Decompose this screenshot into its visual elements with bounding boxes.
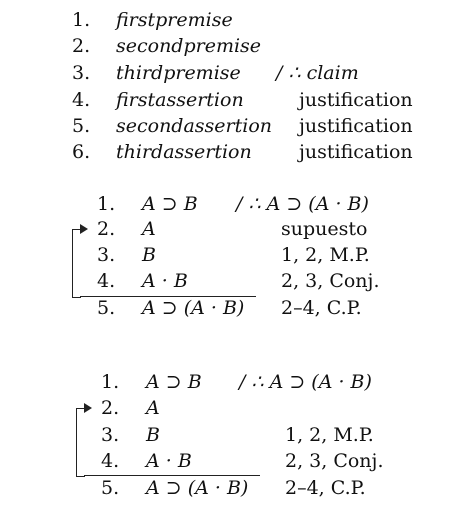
justification: justification (299, 89, 413, 111)
formula: A · B (146, 450, 192, 472)
conclusion-claim: / ∴ A ⊃ (A · B) (239, 371, 372, 393)
justification: 2, 3, Conj. (285, 450, 384, 472)
justification: 2, 3, Conj. (281, 270, 380, 292)
line-number: 2. (72, 35, 91, 57)
formula: A ⊃ B (146, 371, 202, 393)
justification: 1, 2, M.P. (281, 244, 370, 266)
formula: B (142, 244, 156, 266)
line-number: 4. (101, 450, 120, 472)
conditional-proof-bracket (72, 229, 81, 298)
line-number: 1. (72, 9, 91, 31)
formula: A (146, 397, 160, 419)
justification: supuesto (281, 218, 368, 240)
subproof-underline (84, 475, 260, 476)
line-number: 4. (97, 270, 116, 292)
line-number: 3. (72, 62, 91, 84)
line-number: 1. (101, 371, 120, 393)
assertion-formula: secondassertion (116, 115, 273, 137)
conclusion-claim: / ∴ claim (276, 62, 359, 84)
line-number: 4. (72, 89, 91, 111)
line-number: 5. (97, 297, 116, 319)
arrow-right-icon (80, 224, 88, 234)
formula: B (146, 424, 160, 446)
assertion-formula: thirdassertion (116, 141, 252, 163)
formula: A ⊃ (A · B) (146, 477, 249, 499)
line-number: 2. (101, 397, 120, 419)
conclusion-claim: / ∴ A ⊃ (A · B) (236, 193, 369, 215)
formula: A (142, 218, 156, 240)
arrow-right-icon (84, 403, 92, 413)
formula: A · B (142, 270, 188, 292)
line-number: 6. (72, 141, 91, 163)
conditional-proof-bracket (76, 408, 85, 477)
premise-formula: thirdpremise (116, 62, 241, 84)
line-number: 5. (72, 115, 91, 137)
justification: justification (299, 141, 413, 163)
premise-formula: secondpremise (116, 35, 262, 57)
line-number: 1. (97, 193, 116, 215)
justification: justification (299, 115, 413, 137)
assertion-formula: firstassertion (116, 89, 244, 111)
formula: A ⊃ B (142, 193, 198, 215)
line-number: 3. (101, 424, 120, 446)
premise-formula: firstpremise (116, 9, 233, 31)
line-number: 2. (97, 218, 116, 240)
line-number: 3. (97, 244, 116, 266)
justification: 1, 2, M.P. (285, 424, 374, 446)
justification: 2–4, C.P. (285, 477, 366, 499)
justification: 2–4, C.P. (281, 297, 362, 319)
line-number: 5. (101, 477, 120, 499)
formula: A ⊃ (A · B) (142, 297, 245, 319)
